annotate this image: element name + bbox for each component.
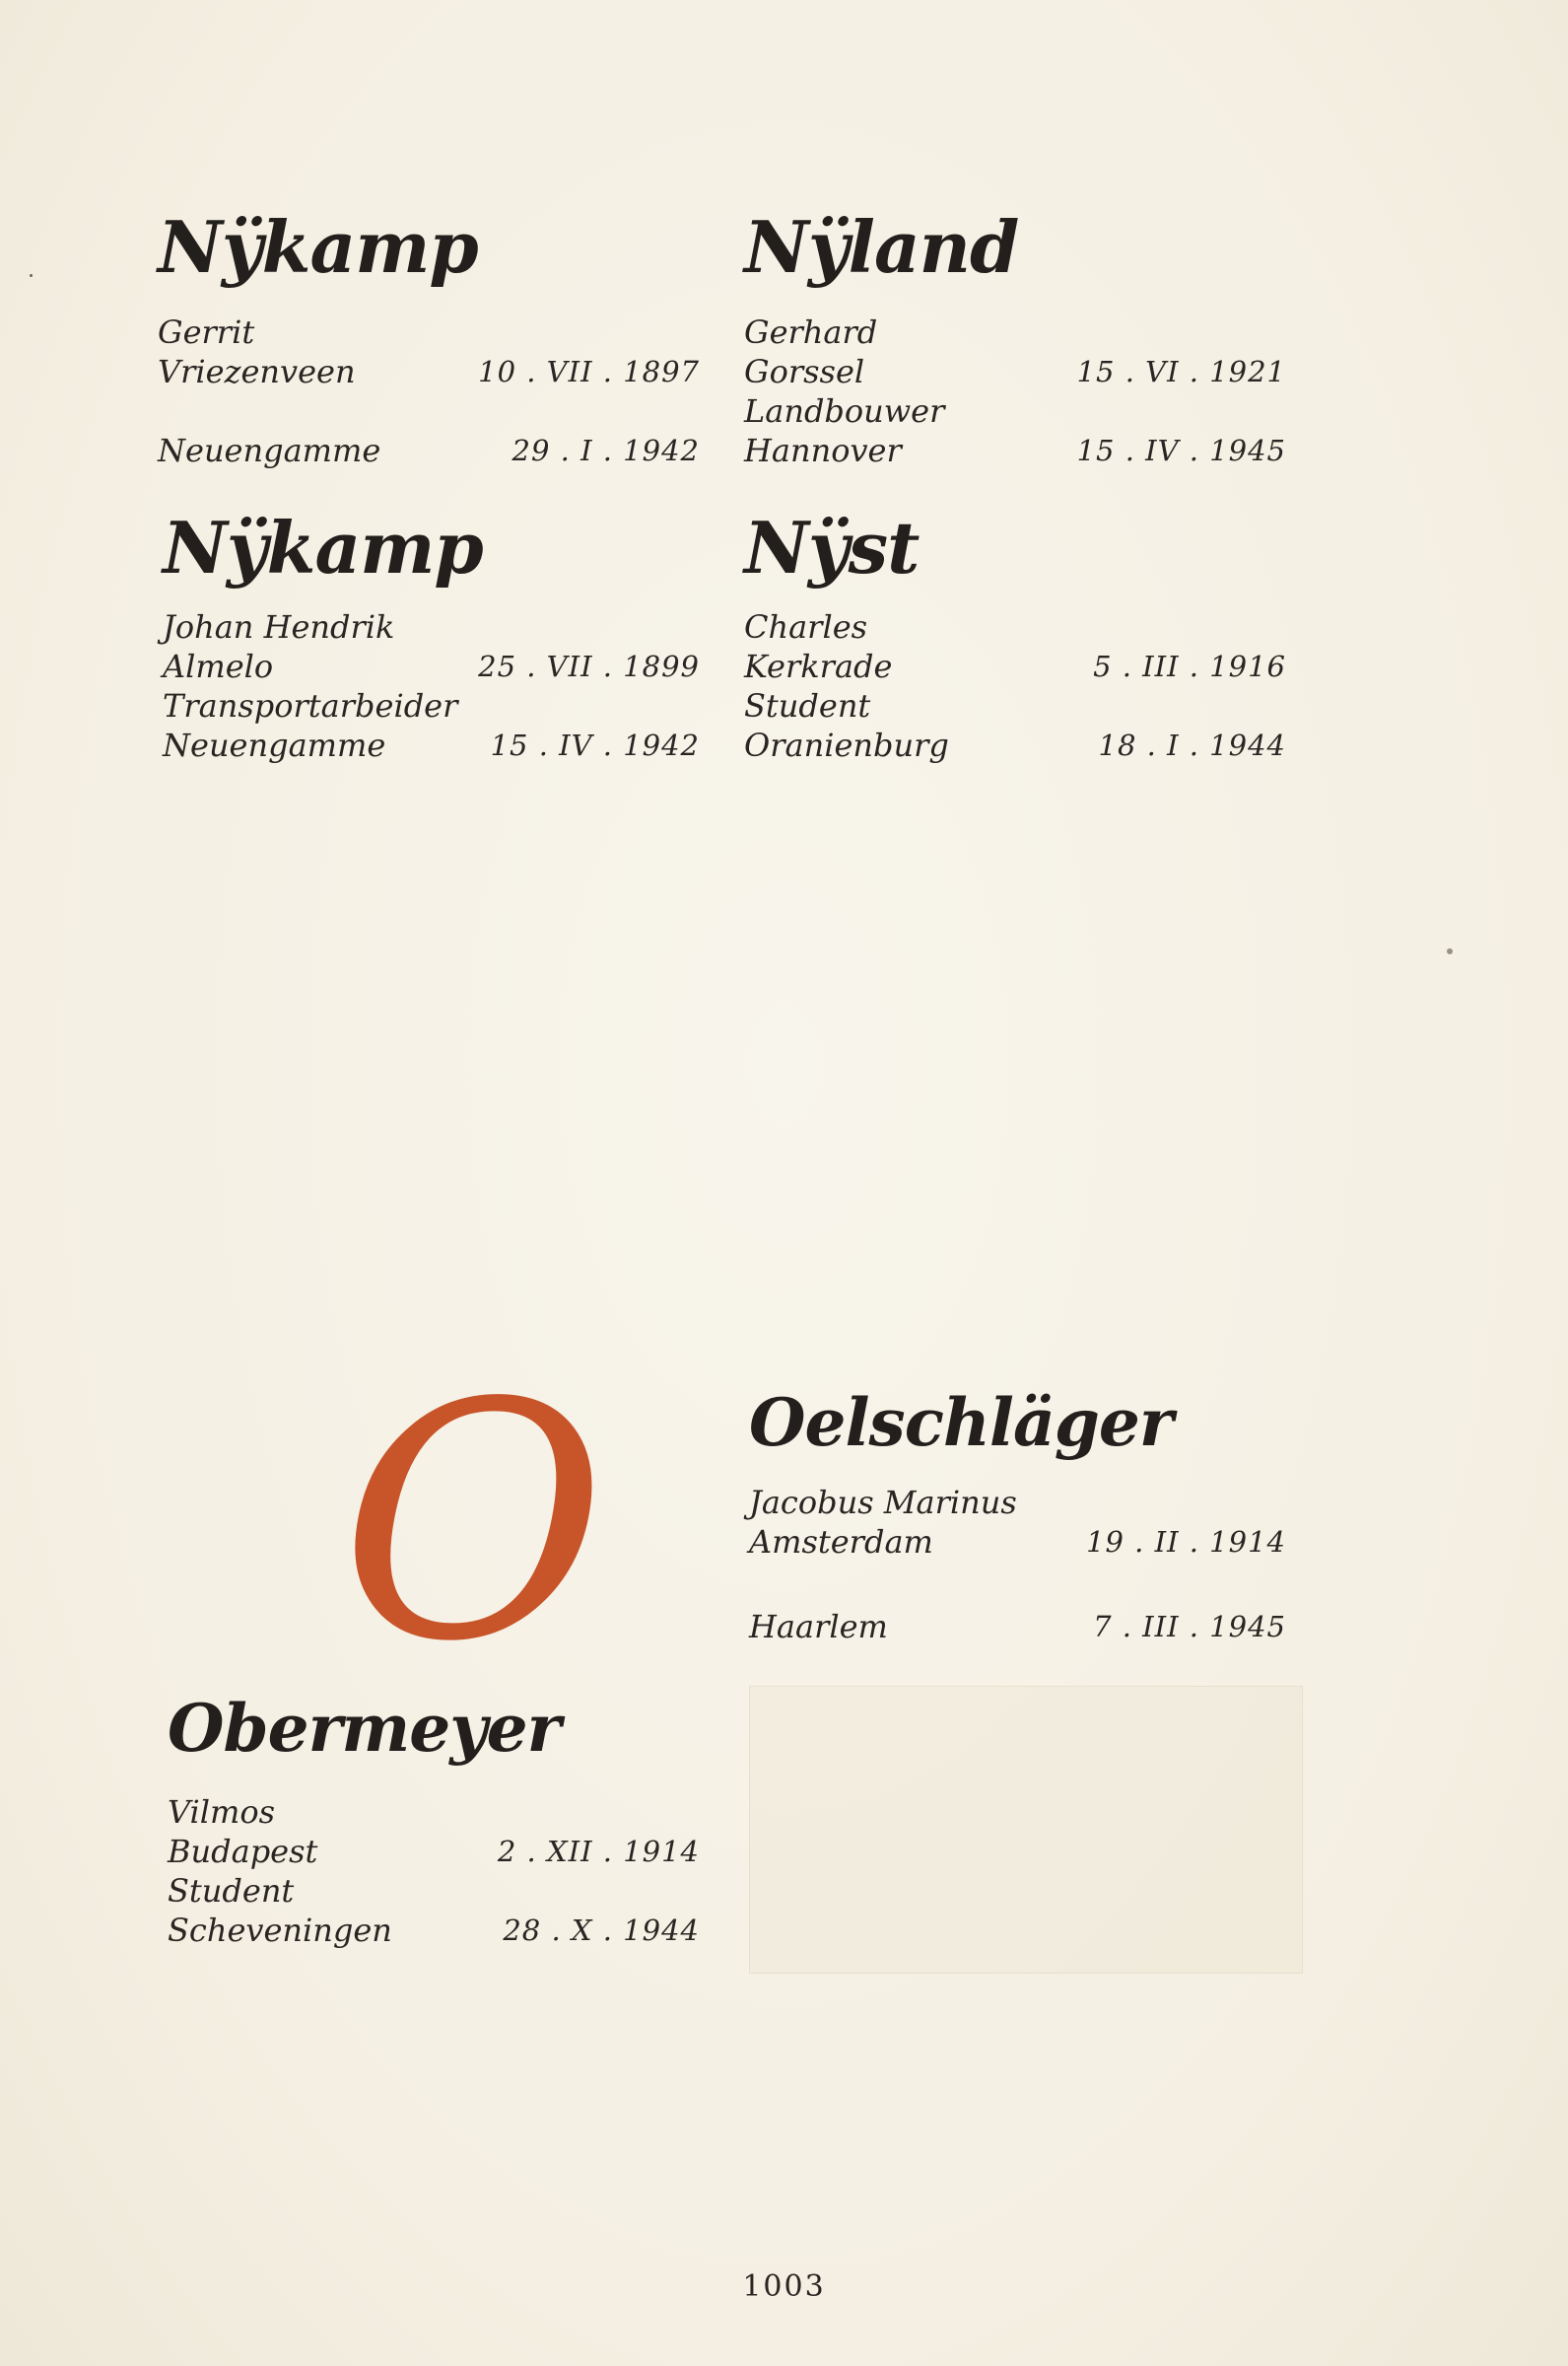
birth-place: Kerkrade <box>744 648 893 685</box>
given-name-line <box>163 607 700 647</box>
entry-details <box>749 1483 1286 1646</box>
birth-place: Almelo <box>163 648 274 685</box>
entry-details <box>744 607 1286 765</box>
entry-details <box>158 313 700 470</box>
death-place: Haarlem <box>749 1608 888 1645</box>
given-name: Jacobus Marinus <box>749 1484 1017 1521</box>
entry-details <box>744 313 1286 470</box>
given-name-line <box>168 1792 700 1832</box>
death-date: 7 . III . 1945 <box>1093 1610 1286 1643</box>
birth-date: 19 . II . 1914 <box>1086 1525 1286 1559</box>
birth-line <box>744 647 1286 686</box>
entry-obermeyer-vilmos <box>168 1690 700 1950</box>
page-number: 1003 <box>742 2269 826 2304</box>
given-name-line <box>158 313 700 352</box>
birth-place: Amsterdam <box>749 1523 933 1561</box>
death-date: 28 . X . 1944 <box>503 1914 700 1947</box>
stray-mark <box>30 274 33 277</box>
birth-place: Gorssel <box>744 353 865 390</box>
given-name-line <box>744 313 1286 352</box>
occupation: Transportarbeider <box>163 687 458 725</box>
death-place: Neuengamme <box>163 727 386 764</box>
death-date: 29 . I . 1942 <box>511 434 700 467</box>
death-line <box>163 726 700 765</box>
show-through-block <box>749 1686 1303 1974</box>
given-name: Gerhard <box>744 313 878 351</box>
entry-oelschlager-jacobus-marinus <box>749 1384 1286 1646</box>
entry-nyst-charles <box>744 506 1286 765</box>
entry-nyland-gerhard <box>744 205 1286 470</box>
birth-date: 15 . VI . 1921 <box>1076 355 1286 388</box>
stray-mark <box>1447 948 1453 954</box>
spacer <box>749 1562 1286 1607</box>
given-name-line <box>749 1483 1286 1522</box>
death-place: Hannover <box>744 432 902 469</box>
death-place: Scheveningen <box>168 1912 392 1949</box>
birth-place: Vriezenveen <box>158 353 356 390</box>
entry-details <box>163 607 700 765</box>
death-line <box>744 726 1286 765</box>
birth-line <box>168 1832 700 1871</box>
surname-heading: Oelschläger <box>749 1384 1173 1461</box>
birth-place: Budapest <box>168 1833 318 1870</box>
given-name: Charles <box>744 608 868 646</box>
given-name: Vilmos <box>168 1793 276 1831</box>
occupation-line <box>744 391 1286 431</box>
entry-nykamp-gerrit <box>158 205 700 470</box>
death-date: 15 . IV . 1942 <box>490 729 700 762</box>
surname-heading: Nÿland <box>744 205 1019 289</box>
death-line <box>168 1911 700 1950</box>
death-place: Neuengamme <box>158 432 381 469</box>
surname-heading: Nÿkamp <box>163 506 483 590</box>
death-line <box>744 431 1286 470</box>
entry-nykamp-johan-hendrik <box>163 506 700 765</box>
given-name: Gerrit <box>158 313 255 351</box>
given-name: Johan Hendrik <box>163 608 395 646</box>
birth-date: 10 . VII . 1897 <box>478 355 700 388</box>
surname-heading: Nÿst <box>744 506 920 590</box>
surname-heading: Nÿkamp <box>158 205 478 289</box>
birth-line <box>744 352 1286 391</box>
occupation: Student <box>744 687 871 725</box>
birth-line <box>749 1522 1286 1562</box>
entry-details <box>168 1792 700 1950</box>
birth-line <box>163 647 700 686</box>
death-line <box>749 1607 1286 1646</box>
initial-letter-o: O <box>340 1334 607 1712</box>
occupation: Landbouwer <box>744 392 945 430</box>
occupation-line <box>168 1871 700 1911</box>
birth-line <box>158 352 700 391</box>
death-place: Oranienburg <box>744 727 949 764</box>
given-name-line <box>744 607 1286 647</box>
birth-date: 2 . XII . 1914 <box>497 1835 700 1868</box>
occupation-line <box>744 686 1286 726</box>
death-line <box>158 431 700 470</box>
birth-date: 5 . III . 1916 <box>1093 650 1286 683</box>
death-date: 15 . IV . 1945 <box>1076 434 1286 467</box>
birth-date: 25 . VII . 1899 <box>478 650 700 683</box>
occupation-line <box>163 686 700 726</box>
occupation: Student <box>168 1872 295 1910</box>
death-date: 18 . I . 1944 <box>1098 729 1286 762</box>
surname-heading: Obermeyer <box>168 1690 561 1767</box>
occupation-line <box>158 391 700 431</box>
